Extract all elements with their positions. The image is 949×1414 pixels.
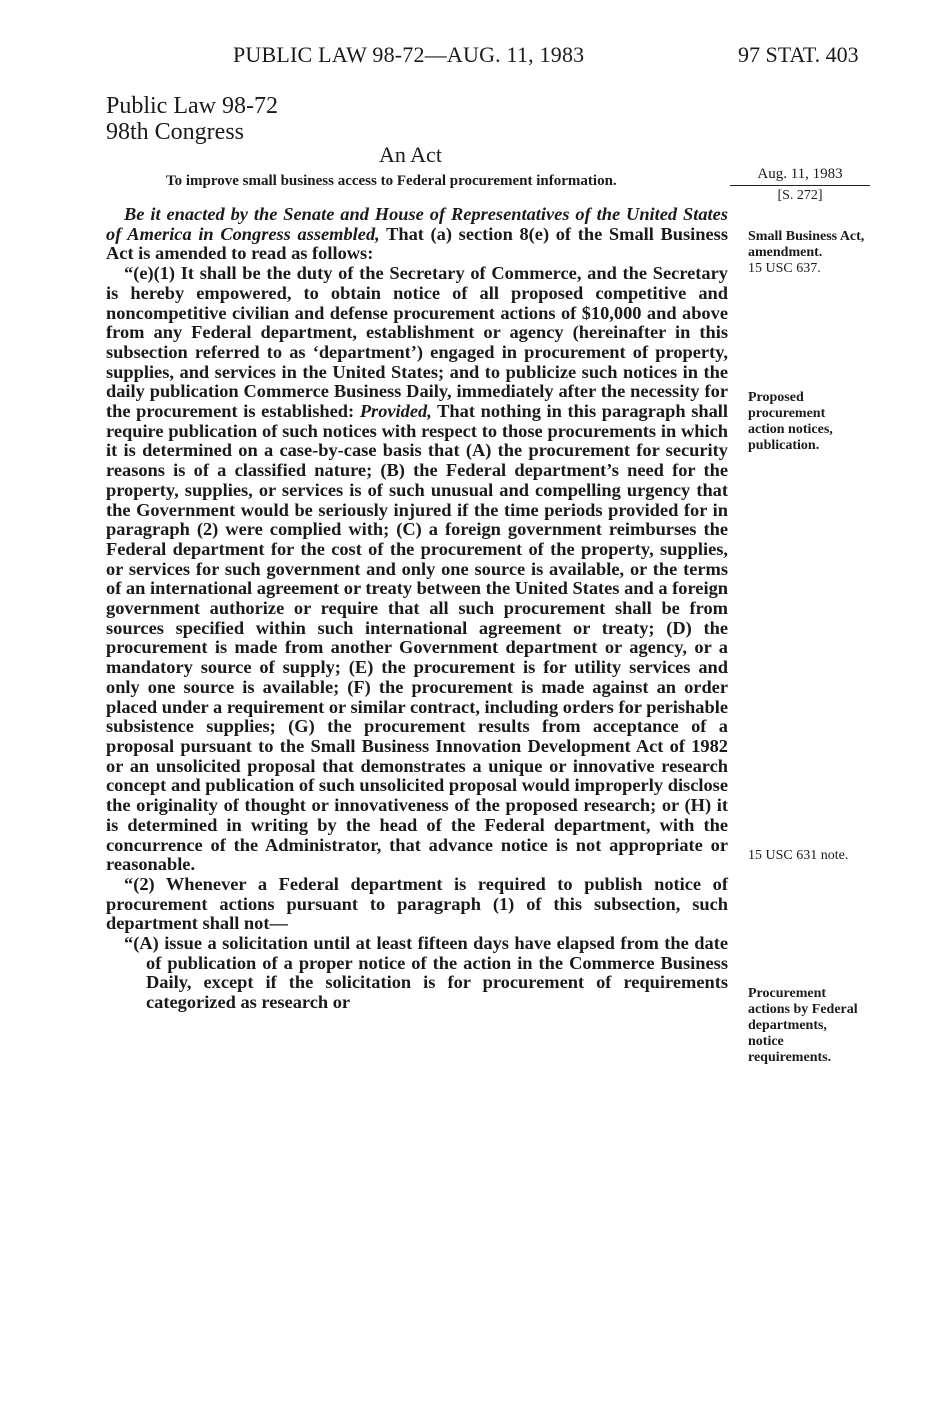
margin-note-usc-631: 15 USC 631 note.: [748, 848, 849, 863]
margin-note-citation: 15 USC 637.: [748, 261, 821, 276]
provided-word: Provided,: [359, 401, 432, 422]
subparagraph-a: “(A) issue a solicitation until at least fifteen days have elapsed from the date of publication of a proper notice of the action in the Commerce Business Daily, except if the solicitation is for procurement of requirements categorized as research or: [124, 933, 728, 1013]
paragraph-e1: [106, 264, 728, 875]
law-number: Public Law 98-72: [106, 93, 278, 119]
act-body-text: [106, 205, 728, 1013]
enacting-clause: [106, 205, 728, 264]
enacting-clause-italic: Be it enacted by the Senate and House of Representatives of the United States of America in Congress assembled,: [106, 204, 728, 244]
margin-note-proposed-procurement: Proposed procurement action notices, publication.: [748, 390, 833, 453]
margin-note-small-business-act: [748, 229, 888, 277]
margin-note-procurement-actions: Procurement actions by Federal departments, notice requirements.: [748, 986, 858, 1065]
paragraph-e2: “(2) Whenever a Federal department is required to publish notice of procurement actions pursuant to paragraph (1) of this subsection, such department shall not—: [106, 873, 728, 934]
enacting-clause-rest: That (a) section 8(e) of the Small Business Act is amended to read as follows:: [106, 223, 728, 264]
paragraph-e1-part-a: “(e)(1) It shall be the duty of the Secretary of Commerce, and the Secretary is hereby empowered, to obtain notice of all proposed competitive and noncompetitive civilian and defense procurement actions of $10,000 and above from any Federal department, establishment or agency (hereinafter in this subsection referred to as ‘department’) engaged in procurement of property, supplies, and services in the United States; and to publicize such notices in the daily publication Commerce Business Daily, immediately after the necessity for the procurement is established:: [106, 263, 728, 422]
margin-note-text: Small Business Act, amendment.: [748, 229, 865, 260]
paragraph-e1-part-b: That nothing in this paragraph shall require publication of such notices with respect to those procurements in which it is determined on a case-by-case basis that (A) the procurement for security reasons is of a classified nature; (B) the Federal department’s need for the property, supplies, or services is of such unusual and compelling urgency that the Government would be seriously injured if the time periods provided for in paragraph (2) were complied with; (C) a foreign government reimburses the Federal department for the cost of the procurement of the property, supplies, or services for such government and only one source is available, or the terms of an international agreement or treaty between the United States and a foreign government authorize or require that all such procurement shall be from sources specified within such international agreement or treaty; (D) the procurement is made from another Government department or agency, or a mandatory source of supply; (E) the procurement is for utility services and only one source is available; (F) the procurement is made against an order placed under a requirement or similar contract, including orders for perishable subsistence supplies; (G) the procurement results from acceptance of a proposal pursuant to the Small Business Innovation Development Act of 1982 or an unsolicited proposal that demonstrates a unique or innovative research concept and publication of such unsolicited proposal would improperly disclose the originality of thought or innovativeness of the proposed research; or (H) it is determined in writing by the head of the Federal department, with the concurrence of the Administrator, that advance notice is not appropriate or reasonable.: [106, 401, 729, 875]
act-heading: An Act: [379, 142, 442, 167]
margin-bill-number: [S. 272]: [777, 188, 823, 203]
congress-number: 98th Congress: [106, 119, 244, 145]
act-purpose: To improve small business access to Federal procurement information.: [166, 173, 617, 189]
stat-page-reference: 97 STAT. 403: [738, 42, 859, 67]
running-head: PUBLIC LAW 98-72—AUG. 11, 1983: [233, 42, 585, 67]
margin-date: Aug. 11, 1983: [730, 166, 870, 186]
